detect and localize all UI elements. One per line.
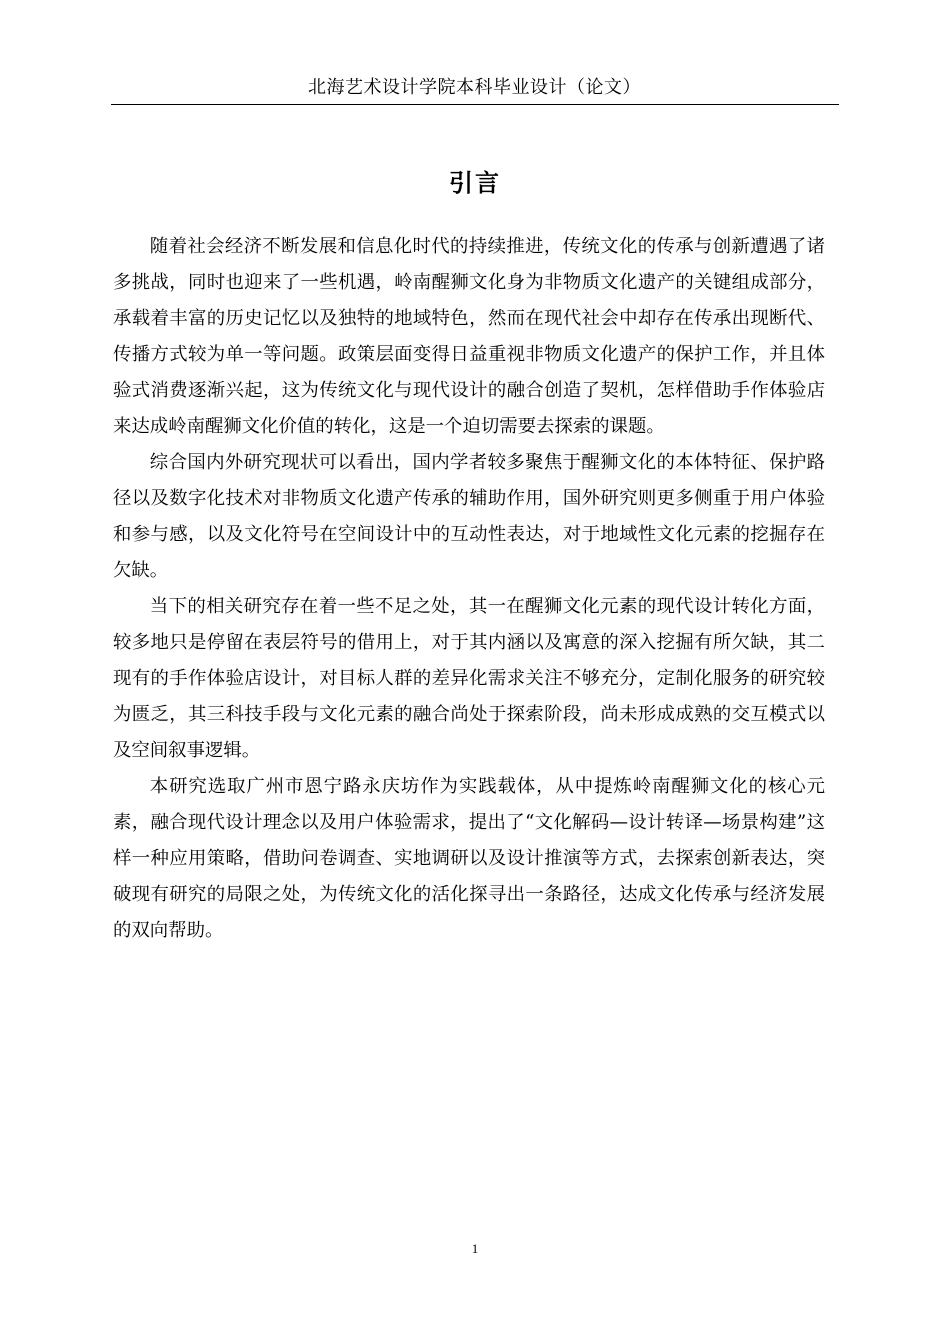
section-title: 引言 [449, 169, 501, 197]
paragraph: 本研究选取广州市恩宁路永庆坊作为实践载体，从中提炼岭南醒狮文化的核心元素，融合现代设计理念以及用户体验需求，提出了“文化解码—设计转译—场景构建”这样一种应用策略，借助问卷调查、实地调研以及设计推演等方式，去探索创新表达，突破现有研究的局限之处，为传统文化的活化探寻出一条路径，达成文化传承与经济发展的双向帮助。 [113, 776, 825, 941]
header-divider [111, 104, 839, 105]
page-number: 1 [471, 1241, 479, 1256]
paragraph: 随着社会经济不断发展和信息化时代的持续推进，传统文化的传承与创新遭遇了诸多挑战，同时也迎来了一些机遇，岭南醒狮文化身为非物质文化遗产的关键组成部分，承载着丰富的历史记忆以及独特的地域特色，然而在现代社会中却存在传承出现断代、传播方式较为单一等问题。政策层面变得日益重视非物质文化遗产的保护工作，并且体验式消费逐渐兴起，这为传统文化与现代设计的融合创造了契机，怎样借助手作体验店来达成岭南醒狮文化价值的转化，这是一个迫切需要去探索的课题。 [113, 236, 825, 437]
paragraph: 当下的相关研究存在着一些不足之处，其一在醒狮文化元素的现代设计转化方面，较多地只是停留在表层符号的借用上，对于其内涵以及寓意的深入挖掘有所欠缺，其二现有的手作体验店设计，对目标人群的差异化需求关注不够充分，定制化服务的研究较为匮乏，其三科技手段与文化元素的融合尚处于探索阶段，尚未形成成熟的交互模式以及空间叙事逻辑。 [113, 596, 825, 761]
paragraph: 综合国内外研究现状可以看出，国内学者较多聚焦于醒狮文化的本体特征、保护路径以及数字化技术对非物质文化遗产传承的辅助作用，国外研究则更多侧重于用户体验和参与感，以及文化符号在空间设计中的互动性表达，对于地域性文化元素的挖掘存在欠缺。 [113, 452, 825, 581]
page-header: 北海艺术设计学院本科毕业设计（论文） [308, 77, 641, 98]
body-text [113, 229, 825, 949]
